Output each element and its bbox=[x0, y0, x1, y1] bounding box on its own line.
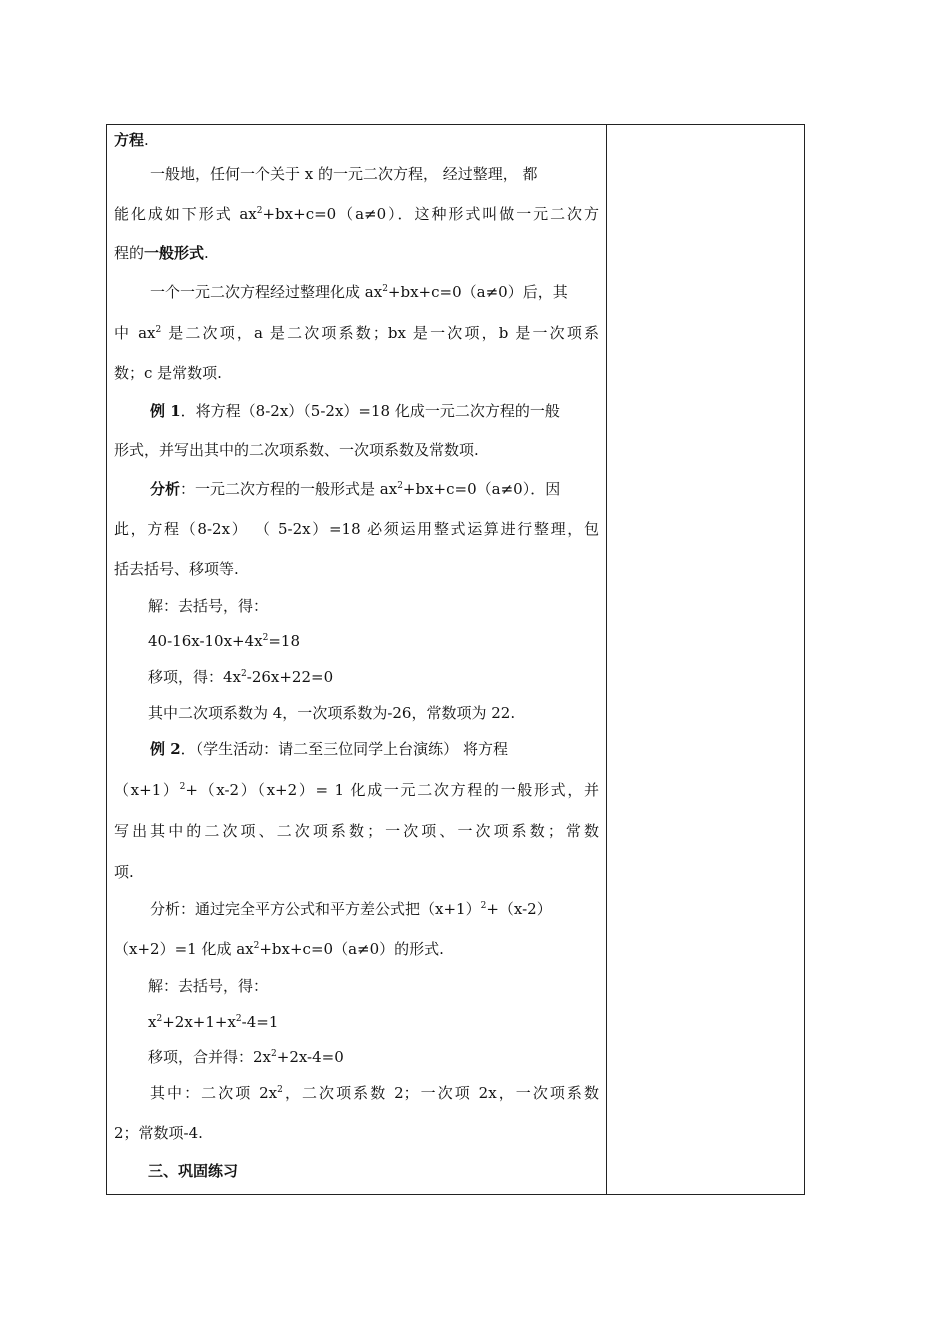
text-line: 移项，得：$4x^2-26x+22=0$ bbox=[148, 668, 334, 686]
text-line: 一般地，任何一个关于 x 的一元二次方程， 经过整理， 都 bbox=[150, 165, 538, 183]
text-line: 此，方程（8-2x） （ 5-2x）=18 必须运用整式运算进行整理，包 bbox=[114, 520, 599, 538]
example-label: 例 2 bbox=[150, 740, 181, 758]
text-line: 中 $ax^2$ 是二次项，a 是二次项系数；bx 是一次项，b 是一次项系 bbox=[114, 324, 599, 342]
text-line: 项. bbox=[114, 863, 134, 881]
text-line: 分析：通过完全平方公式和平方差公式把$(x+1)^2+(x-2)$ bbox=[150, 900, 552, 918]
text-line: 解：去括号，得： bbox=[148, 597, 269, 615]
section-heading: 三、巩固练习 bbox=[148, 1162, 239, 1180]
text-line: $x^2+2x+1+x^2-4=1$ bbox=[148, 1013, 279, 1031]
text-line: 2；常数项-4. bbox=[114, 1124, 203, 1142]
text-line: 程的一般形式. bbox=[114, 244, 209, 262]
text-line: 一个一元二次方程经过整理化成 $ax^2+bx+c=0(a\ne 0)$后，其 bbox=[150, 283, 568, 301]
text-line: 其中二次项系数为 4，一次项系数为-26，常数项为 22. bbox=[148, 704, 516, 722]
text-line: 移项，合并得：$2x^2+2x-4=0$ bbox=[148, 1048, 344, 1066]
text-line: 方程. bbox=[114, 131, 149, 149]
bold-term: 一般形式 bbox=[144, 244, 205, 262]
text-line: 形式，并写出其中的二次项系数、一次项系数及常数项. bbox=[114, 441, 479, 459]
text-line: 解：去括号，得： bbox=[148, 977, 269, 995]
text-line: 例 1．将方程（8-2x）（5-2x）=18 化成一元二次方程的一般 bbox=[150, 402, 560, 420]
text-line: （x+2）=1 化成 $ax^2+bx+c=0(a\ne 0)$的形式. bbox=[114, 940, 444, 958]
text-line: 括去括号、移项等. bbox=[114, 560, 239, 578]
text-line: 数；c 是常数项. bbox=[114, 364, 222, 382]
text-line: $(x+1)^2+(x-2)(x+2)= 1$ 化成一元二次方程的一般形式，并 bbox=[114, 781, 599, 799]
text-line: 例 2．（学生活动：请二至三位同学上台演练） 将方程 bbox=[150, 740, 508, 758]
column-divider bbox=[606, 124, 607, 1195]
text-line: 分析：一元二次方程的一般形式是 $ax^2+bx+c=0(a\ne 0)$．因 bbox=[150, 480, 561, 498]
example-label: 例 1 bbox=[150, 402, 181, 420]
text-line: $40-16x-10x+4x^2=18$ bbox=[148, 632, 301, 650]
text-line: 其中：二次项 $2x^2$，二次项系数 2；一次项 2x，一次项系数 bbox=[150, 1084, 599, 1102]
bold-term: 方程 bbox=[114, 131, 145, 149]
analysis-label: 分析 bbox=[150, 480, 181, 498]
text-line: 能化成如下形式 $ax^2+bx+c=0(a\ne 0)$．这种形式叫做一元二次方 bbox=[114, 205, 599, 223]
text-line: 写出其中的二次项、二次项系数；一次项、一次项系数；常数 bbox=[114, 822, 599, 840]
